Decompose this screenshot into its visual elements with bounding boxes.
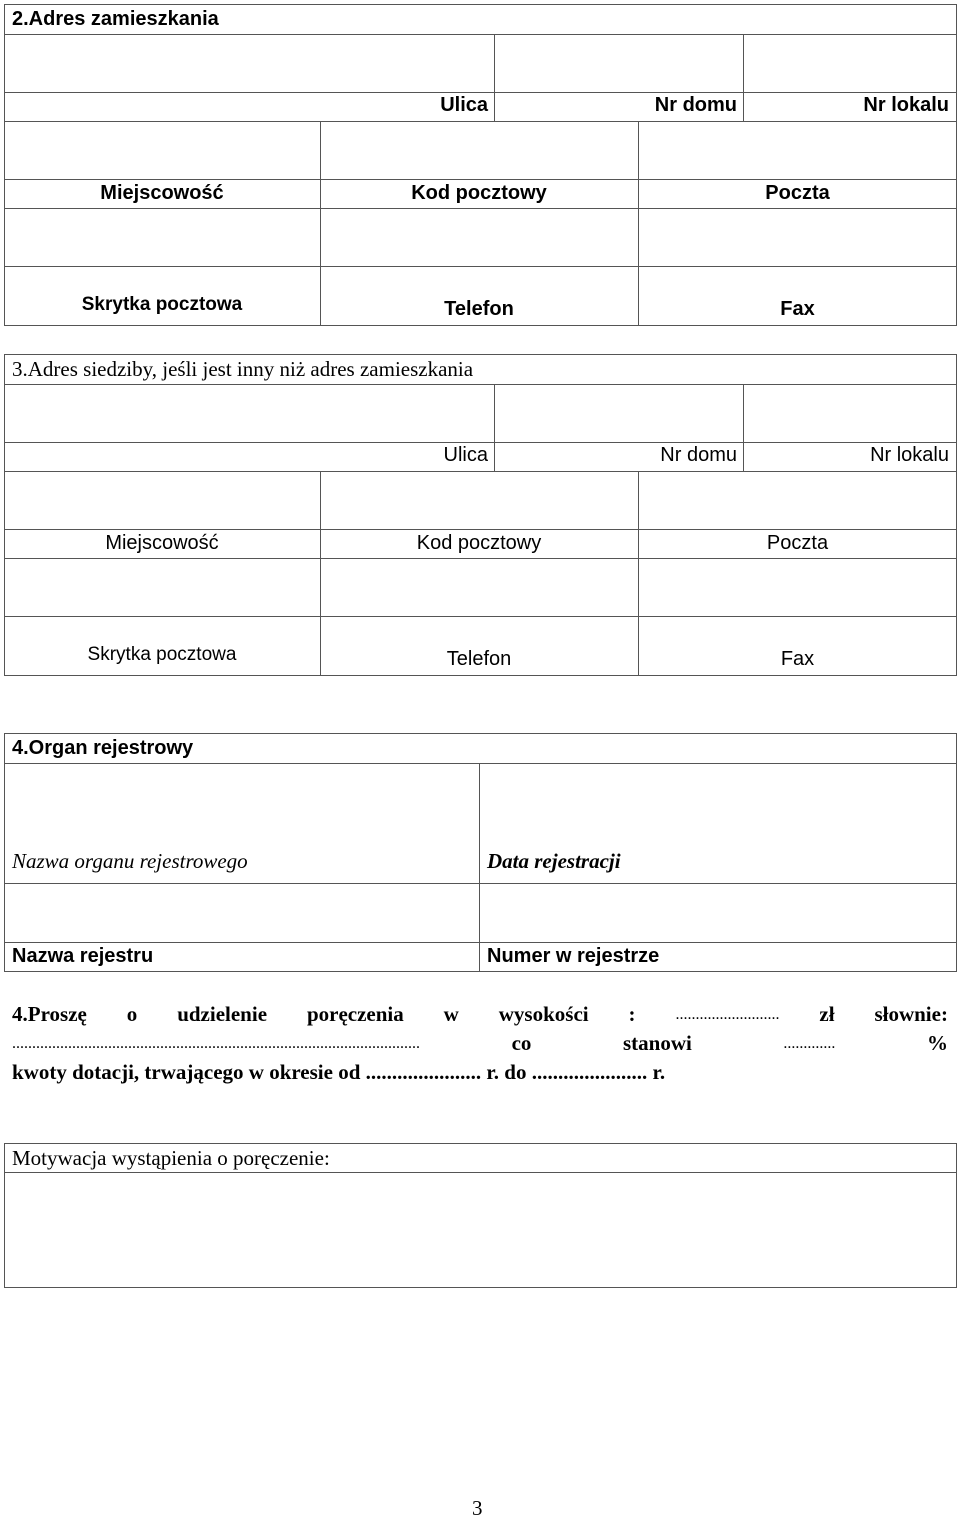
request-line-1: 4.Proszę o udzielenie poręczenia w wysokości : .......................... zł słownie: — [12, 1000, 948, 1029]
street-label: Ulica — [440, 94, 488, 116]
hq-apartment-number-label: Nr lokalu — [870, 444, 949, 466]
hq-po-box-label: Skrytka pocztowa — [87, 644, 237, 665]
amount-in-words-blank[interactable]: ...................................................................................................... — [12, 1035, 420, 1052]
guarantee-request-paragraph — [12, 1000, 948, 1087]
hq-postal-code-label: Kod pocztowy — [416, 532, 542, 554]
amount-blank[interactable]: .......................... — [675, 1006, 780, 1023]
house-number-label: Nr domu — [654, 94, 737, 116]
section-4-heading: 4.Organ rejestrowy — [12, 737, 194, 759]
apartment-number-label: Nr lokalu — [863, 94, 949, 116]
hq-city-label: Miejscowość — [105, 532, 219, 554]
hq-street-label: Ulica — [443, 444, 488, 466]
fax-label: Fax — [780, 298, 815, 320]
percent-blank[interactable]: ............. — [783, 1035, 836, 1052]
hq-phone-label: Telefon — [446, 648, 512, 670]
city-label: Miejscowość — [100, 182, 224, 204]
registry-name-label: Nazwa rejestru — [12, 945, 154, 967]
hq-fax-label: Fax — [780, 648, 815, 670]
section-2-heading: 2.Adres zamieszkania — [12, 8, 219, 30]
page-number: 3 — [472, 1496, 483, 1520]
request-line-3: kwoty dotacji, trwającego w okresie od ...................... r. do ...................... r. — [12, 1060, 666, 1084]
registry-number-label: Numer w rejestrze — [487, 945, 660, 967]
motivation-heading: Motywacja wystąpienia o poręczenie: — [12, 1146, 330, 1170]
phone-label: Telefon — [444, 298, 514, 320]
po-box-label: Skrytka pocztowa — [81, 294, 243, 315]
section-3-heading: 3.Adres siedziby, jeśli jest inny niż adres zamieszkania — [12, 357, 474, 381]
hq-house-number-label: Nr domu — [660, 444, 737, 466]
postal-code-label: Kod pocztowy — [411, 182, 547, 204]
hq-post-office-label: Poczta — [766, 532, 829, 554]
request-line-2: ...................................................................................................... co stanowi ............. % — [12, 1029, 948, 1058]
registration-date-label: Data rejestracji — [487, 849, 621, 873]
post-office-label: Poczta — [765, 182, 830, 204]
registry-authority-name-label: Nazwa organu rejestrowego — [12, 849, 248, 873]
